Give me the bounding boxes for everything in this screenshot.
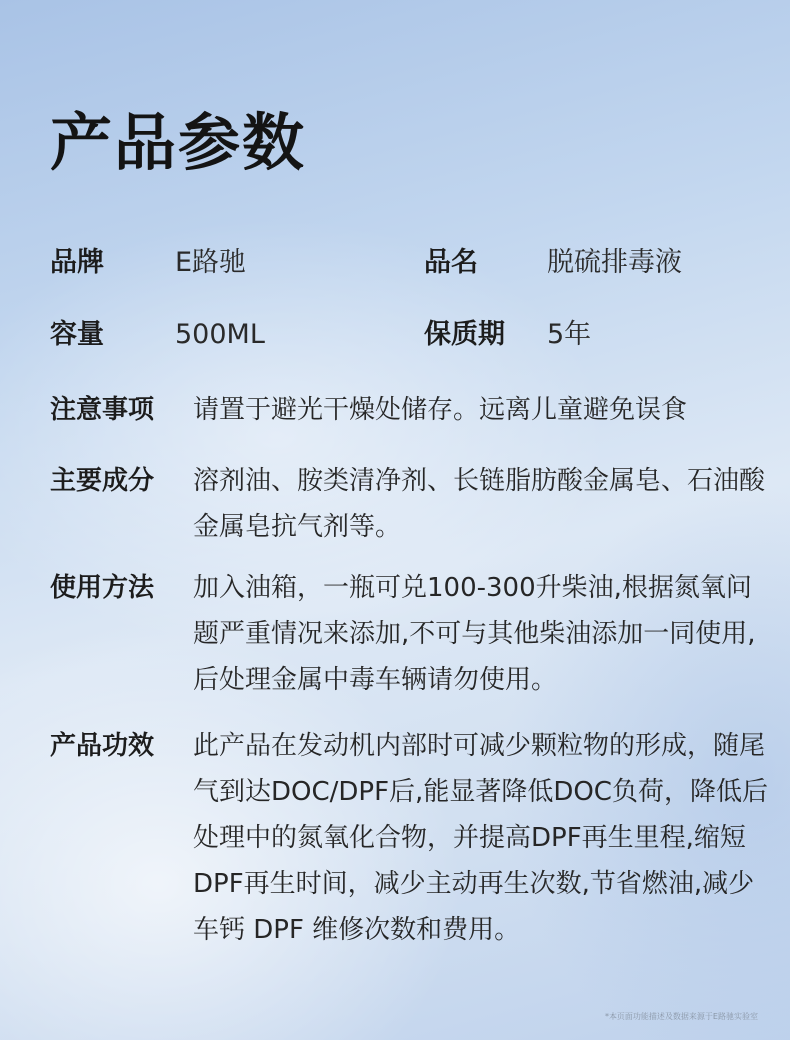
shelf-life-label: 保质期 — [424, 319, 505, 350]
spec-brand — [50, 249, 380, 279]
brand-value: E路驰 — [175, 247, 247, 278]
ingredients-label: 主要成分 — [50, 466, 155, 496]
volume-label: 容量 — [50, 319, 104, 350]
product-name-value: 脱硫排毒液 — [547, 247, 682, 278]
product-name-label: 品名 — [424, 247, 478, 278]
detail-notice — [50, 387, 780, 433]
spec-product-name — [424, 249, 754, 279]
usage-label: 使用方法 — [50, 573, 155, 603]
shelf-life-value: 5年 — [547, 319, 592, 350]
usage-value: 加入油箱，一瓶可兑100-300升柴油,根据氮氧问题严重情况来添加,不可与其他柴油添加一同使用,后处理金属中毒车辆请勿使用。 — [193, 573, 756, 695]
page-title: 产品参数 — [50, 106, 307, 179]
spec-volume — [50, 321, 380, 351]
volume-value: 500ML — [175, 319, 265, 350]
spec-shelf-life — [424, 321, 754, 351]
detail-usage — [50, 565, 780, 703]
brand-label: 品牌 — [50, 247, 104, 278]
footnote: *本页面功能描述及数据来源于E路驰实验室 — [604, 1012, 758, 1021]
detail-ingredients — [50, 458, 780, 550]
ingredients-value: 溶剂油、胺类清净剂、长链脂肪酸金属皂、石油酸金属皂抗气剂等。 — [193, 466, 766, 542]
effect-value: 此产品在发动机内部时可减少颗粒物的形成，随尾气到达DOC/DPF后,能显著降低DOC负荷，降低后处理中的氮氧化合物，并提高DPF再生里程,缩短 DPF再生时间，减少主动再生次数,节省燃油,减少车钙 DPF 维修次数和费用。 — [193, 731, 768, 945]
notice-value: 请置于避光干燥处储存。远离儿童避免误食 — [193, 395, 688, 425]
detail-effect — [50, 723, 780, 999]
effect-label: 产品功效 — [50, 731, 155, 761]
notice-label: 注意事项 — [50, 395, 155, 425]
